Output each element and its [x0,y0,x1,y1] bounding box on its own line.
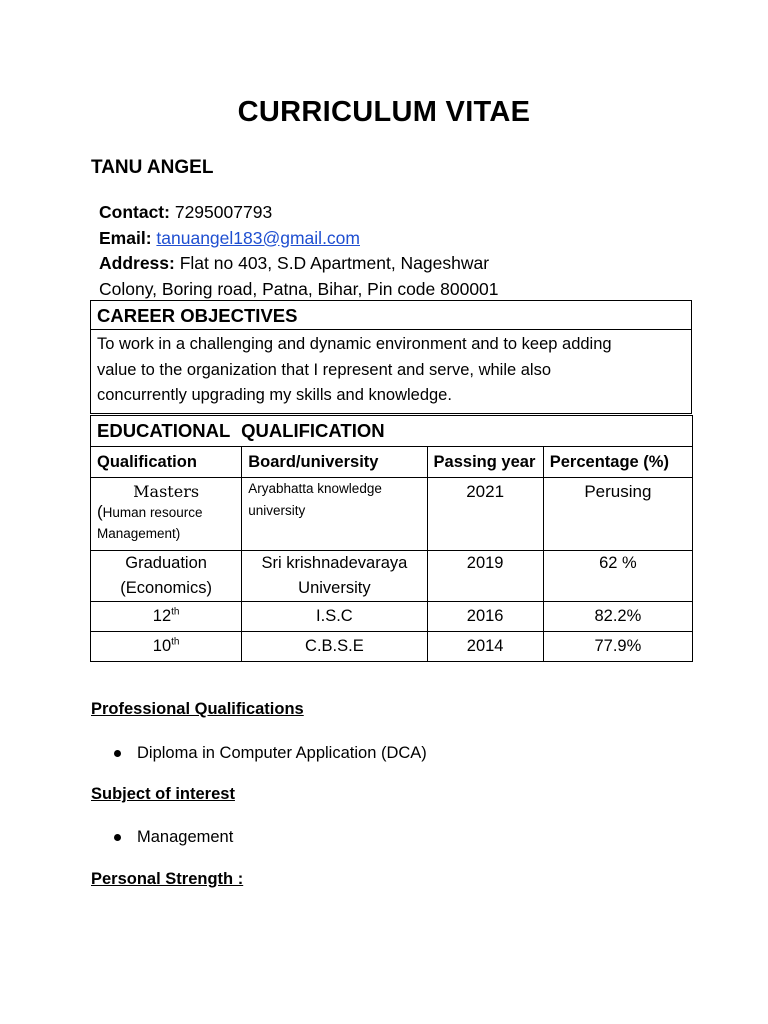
board-cell [242,478,427,551]
board-cell [242,551,427,602]
list-item-text: Diploma in Computer Application (DCA) [137,744,427,762]
percentage-cell: 62 % [543,551,692,602]
year-cell: 2014 [427,632,543,662]
qualification-cell [91,551,242,602]
career-objectives-box [90,300,692,414]
qualification-paren: ( [97,502,103,521]
email-label: Email: [99,227,152,248]
table-row [91,551,693,602]
contact-line [99,200,499,226]
career-objectives-text [91,330,691,409]
contact-label: Contact: [99,202,170,222]
percentage-cell: Perusing [543,478,692,551]
board-line: Aryabhatta knowledge [248,481,382,496]
objective-line: To work in a challenging and dynamic environment and to keep adding [97,335,612,353]
subject-of-interest-heading: Subject of interest [91,785,235,803]
table-row [91,478,693,551]
career-objectives-heading: CAREER OBJECTIVES [91,301,691,330]
education-table [90,415,693,662]
board-cell: I.S.C [242,602,427,632]
qualification-detail [97,501,235,544]
email-link[interactable]: tanuangel183@gmail.com [156,227,360,248]
qualification-cell [91,602,242,632]
qualification-value: 10 [152,637,172,655]
table-header-row [91,447,693,478]
contact-value: 7295007793 [174,202,273,222]
column-header: Board/university [242,447,427,478]
education-heading-row [91,416,693,447]
table-row [91,632,693,662]
board-cell: C.B.S.E [242,632,427,662]
bullet-icon [114,750,121,757]
address-value-line1: Flat no 403, S.D Apartment, Nageshwar [179,253,490,273]
year-cell: 2019 [427,551,543,602]
board-line: university [248,503,306,518]
qualification-cell [91,632,242,662]
table-row [91,602,693,632]
candidate-name: TANU ANGEL [91,157,214,178]
email-line [99,226,499,252]
column-header: Qualification [91,447,242,478]
ordinal-suffix: th [171,606,180,618]
bullet-icon [114,834,121,841]
qualification-line: Graduation [125,554,207,572]
qualification-line: (Economics) [120,579,212,597]
professional-qualifications-heading: Professional Qualifications [91,700,304,718]
column-header: Percentage (%) [543,447,692,478]
address-label: Address: [99,253,175,273]
ordinal-suffix: th [171,636,180,648]
list-item [114,744,427,763]
list-item-text: Management [137,828,234,846]
objective-line: value to the organization that I represent and serve, while also [97,360,552,379]
percentage-cell: 77.9% [543,632,692,662]
personal-strength-heading: Personal Strength : [91,870,244,888]
education-heading: EDUCATIONAL QUALIFICATION [91,416,693,447]
list-item [114,828,233,847]
year-cell: 2021 [427,478,543,551]
column-header: Passing year [427,447,543,478]
qualification-detail-line2: Management) [97,526,181,541]
document-title: CURRICULUM VITAE [237,96,531,128]
board-line: University [298,579,371,597]
address-value-line2: Colony, Boring road, Patna, Bihar, Pin code 800001 [99,278,499,299]
qualification-cell [91,478,242,551]
year-cell: 2016 [427,602,543,632]
objective-line: concurrently upgrading my skills and knowledge. [97,386,452,404]
qualification-value: 12 [152,607,172,625]
board-line: Sri krishnadevaraya [261,554,408,572]
percentage-cell: 82.2% [543,602,692,632]
qualification-name: Masters [133,482,200,501]
address-line [99,251,499,277]
qualification-detail-line1: Human resource [102,505,203,520]
contact-block [99,200,499,302]
